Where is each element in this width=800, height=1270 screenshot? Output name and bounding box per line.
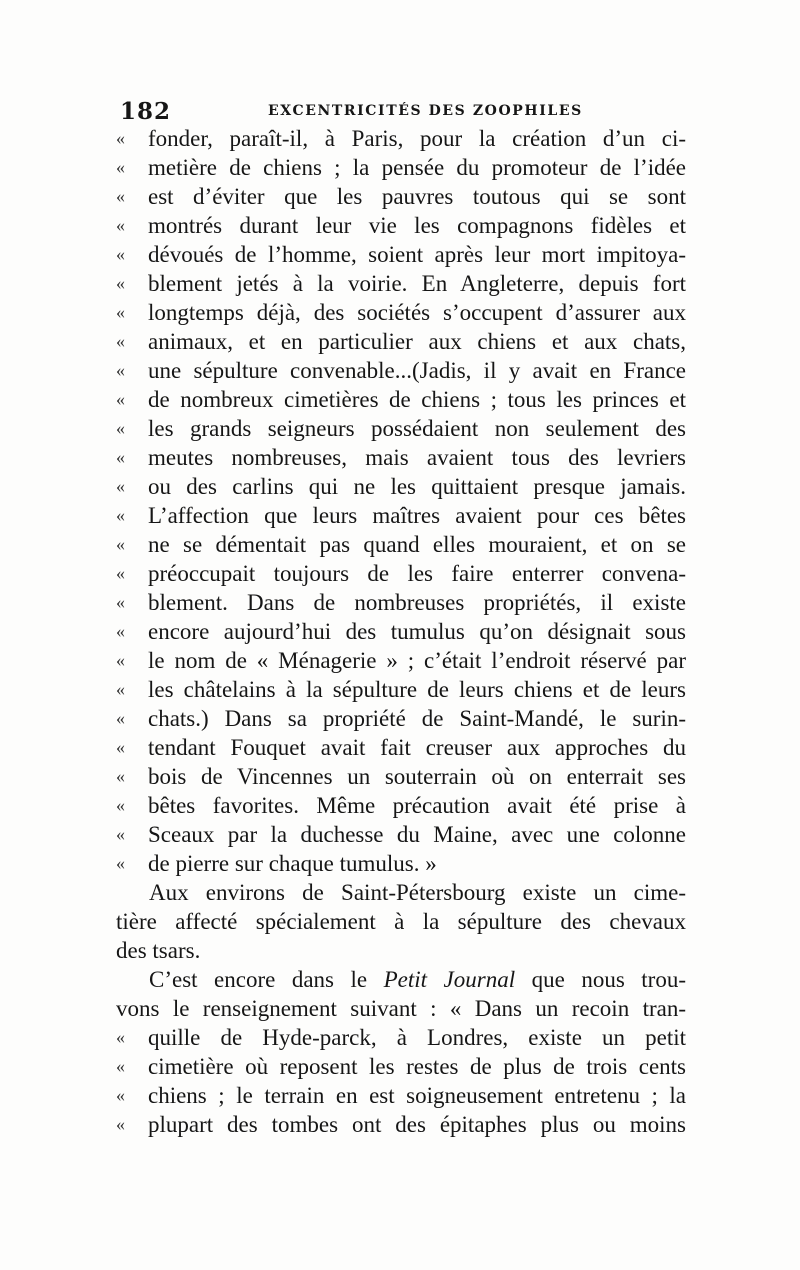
text-line: [116, 414, 686, 443]
line-text: vons le renseignement suivant : « Dans un recoin tran-: [116, 996, 686, 1021]
line-text: cimetière où reposent les restes de plus de trois cents: [148, 1054, 686, 1079]
quote-mark: «: [116, 476, 125, 496]
text-line: [116, 762, 686, 791]
text-line: [116, 965, 686, 994]
text-line: [116, 356, 686, 385]
page-header: [120, 98, 680, 124]
text-line: [116, 733, 686, 762]
text-line: [116, 820, 686, 849]
line-text: de pierre sur chaque tumulus. »: [148, 851, 437, 876]
quote-mark: «: [116, 1085, 125, 1105]
text-line: [116, 588, 686, 617]
text-line: [116, 211, 686, 240]
quote-mark: «: [116, 505, 125, 525]
line-text: [149, 965, 686, 994]
quote-mark: «: [116, 563, 125, 583]
quote-mark: «: [116, 302, 125, 322]
text-line: [116, 675, 686, 704]
quote-mark: «: [116, 592, 125, 612]
text-line: [116, 298, 686, 327]
line-text: les châtelains à la sépulture de leurs chiens et de leurs: [148, 677, 686, 702]
line-text: montrés durant leur vie les compagnons fidèles et: [148, 213, 686, 238]
text-run: C’est encore dans le: [149, 967, 384, 992]
line-text: plupart des tombes ont des épitaphes plus ou moins: [148, 1112, 686, 1137]
line-text: le nom de « Ménagerie » ; c’était l’endroit réservé par: [148, 648, 686, 673]
line-text: L’affection que leurs maîtres avaient pour ces bêtes: [148, 503, 686, 528]
quote-mark: «: [116, 215, 125, 235]
line-text: quille de Hyde-parck, à Londres, existe un petit: [148, 1025, 686, 1050]
quote-mark: «: [116, 824, 125, 844]
text-line: [116, 617, 686, 646]
quote-mark: «: [116, 447, 125, 467]
text-line: [116, 936, 686, 965]
text-line: [116, 704, 686, 733]
line-text: encore aujourd’hui des tumulus qu’on désignait sous: [148, 619, 686, 644]
line-text: animaux, et en particulier aux chiens et aux chats,: [148, 329, 686, 354]
line-text: chats.) Dans sa propriété de Saint-Mandé, le surin-: [148, 706, 686, 731]
text-line: [116, 327, 686, 356]
quote-mark: «: [116, 360, 125, 380]
text-line: [116, 849, 686, 878]
text-line: [116, 472, 686, 501]
line-text: metière de chiens ; la pensée du promoteur de l’idée: [148, 155, 686, 180]
quote-mark: «: [116, 679, 125, 699]
quote-mark: «: [116, 708, 125, 728]
quote-mark: «: [116, 128, 125, 148]
text-line: [116, 1023, 686, 1052]
text-line: [116, 646, 686, 675]
line-text: des tsars.: [116, 938, 201, 963]
text-line: [116, 182, 686, 211]
text-line: [116, 1110, 686, 1139]
line-text: est d’éviter que les pauvres toutous qui se sont: [148, 184, 686, 209]
text-line: [116, 878, 686, 907]
line-text: dévoués de l’homme, soient après leur mort impitoya-: [148, 242, 686, 267]
line-text: ne se démentait pas quand elles mouraient, et on se: [148, 532, 686, 557]
text-line: [116, 153, 686, 182]
page-number: 182: [120, 98, 172, 125]
line-text: blement jetés à la voirie. En Angleterre, depuis fort: [148, 271, 686, 296]
quote-mark: «: [116, 273, 125, 293]
text-line: [116, 124, 686, 153]
text-line: [116, 1081, 686, 1110]
line-text: tière affecté spécialement à la sépulture des chevaux: [116, 909, 686, 934]
quote-mark: «: [116, 1027, 125, 1047]
quote-mark: «: [116, 157, 125, 177]
text-line: [116, 385, 686, 414]
quote-mark: «: [116, 853, 125, 873]
quote-mark: «: [116, 795, 125, 815]
body-text: [116, 124, 686, 1139]
quote-mark: «: [116, 766, 125, 786]
text-line: [116, 530, 686, 559]
quote-mark: «: [116, 534, 125, 554]
text-line: [116, 240, 686, 269]
quote-mark: «: [116, 621, 125, 641]
quote-mark: «: [116, 331, 125, 351]
quote-mark: «: [116, 650, 125, 670]
line-text: tendant Fouquet avait fait creuser aux approches du: [148, 735, 686, 760]
line-text: meutes nombreuses, mais avaient tous des levriers: [148, 445, 686, 470]
line-text: Sceaux par la duchesse du Maine, avec une colonne: [148, 822, 686, 847]
text-line: [116, 791, 686, 820]
newspaper-title: Petit Journal: [383, 967, 516, 992]
line-text: longtemps déjà, des sociétés s’occupent d’assurer aux: [148, 300, 686, 325]
text-line: [116, 907, 686, 936]
quote-mark: «: [116, 737, 125, 757]
quote-mark: «: [116, 186, 125, 206]
quote-mark: «: [116, 244, 125, 264]
text-line: [116, 443, 686, 472]
running-head: EXCENTRICITÉS DES ZOOPHILES: [268, 103, 583, 119]
quote-mark: «: [116, 1056, 125, 1076]
line-text: une sépulture convenable...(Jadis, il y avait en France: [148, 358, 686, 383]
line-text: Aux environs de Saint-Pétersbourg existe un cime-: [149, 880, 686, 905]
line-text: de nombreux cimetières de chiens ; tous les princes et: [148, 387, 686, 412]
text-line: [116, 1052, 686, 1081]
line-text: fonder, paraît-il, à Paris, pour la création d’un ci-: [148, 126, 686, 151]
line-text: chiens ; le terrain en est soigneusement entretenu ; la: [148, 1083, 686, 1108]
text-line: [116, 501, 686, 530]
line-text: bois de Vincennes un souterrain où on enterrait ses: [148, 764, 686, 789]
quote-mark: «: [116, 389, 125, 409]
line-text: les grands seigneurs possédaient non seulement des: [148, 416, 686, 441]
line-text: blement. Dans de nombreuses propriétés, il existe: [148, 590, 686, 615]
text-run: que nous trou-: [515, 967, 686, 992]
quote-mark: «: [116, 418, 125, 438]
text-line: [116, 994, 686, 1023]
text-line: [116, 269, 686, 298]
line-text: ou des carlins qui ne les quittaient presque jamais.: [148, 474, 686, 499]
line-text: préoccupait toujours de les faire enterrer convena-: [148, 561, 686, 586]
text-line: [116, 559, 686, 588]
quote-mark: «: [116, 1114, 125, 1134]
line-text: bêtes favorites. Même précaution avait été prise à: [148, 793, 686, 818]
